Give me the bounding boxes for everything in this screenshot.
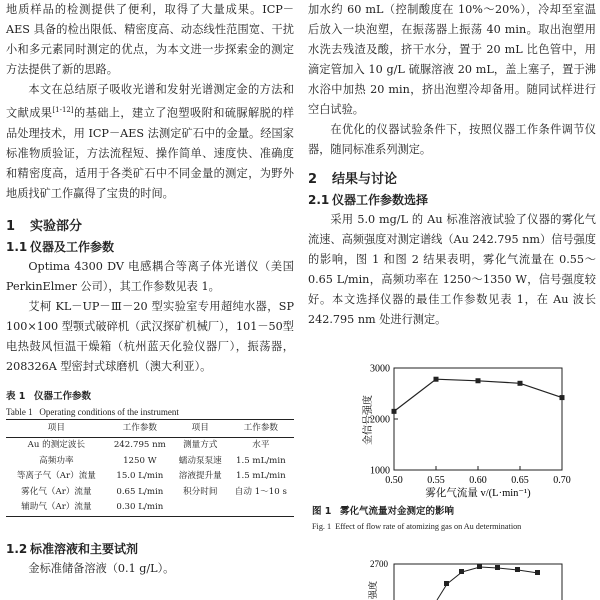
x-axis-label: 雾化气流量 v/(L·min⁻¹) bbox=[425, 488, 531, 499]
table-cell: 积分时间 bbox=[183, 486, 218, 497]
section-number: 1 bbox=[6, 218, 16, 234]
table-cell: 0.30 L/min bbox=[107, 500, 173, 516]
section-number: 1.1 bbox=[6, 239, 28, 254]
paragraph bbox=[6, 80, 294, 204]
section-title: 仪器及工作参数 bbox=[30, 239, 115, 254]
x-tick-label: 0.50 bbox=[385, 475, 403, 486]
table-cell: 辅助气（Ar）流量 bbox=[6, 500, 107, 516]
subsection-heading bbox=[6, 237, 294, 257]
parameter-table bbox=[6, 419, 294, 517]
data-point bbox=[477, 564, 482, 569]
right-column bbox=[308, 0, 596, 330]
table-label-en: Table 1 bbox=[6, 406, 33, 417]
table-cell: 242.795 nm bbox=[113, 440, 166, 451]
figure-title-en: Effect of flow rate of atomizing gas on Au determination bbox=[335, 522, 522, 531]
table-cell: 雾化气（Ar）流量 bbox=[21, 486, 92, 497]
paragraph: 在优化的仪器试验条件下，按照仪器工作条件调节仪器，随同标准系列测定。 bbox=[308, 123, 596, 156]
data-point bbox=[560, 395, 565, 400]
x-tick-label: 0.55 bbox=[427, 475, 445, 486]
series-line bbox=[394, 379, 562, 411]
figure-title: 雾化气流量对金测定的影响 bbox=[340, 506, 455, 517]
paragraph: 地质样品的检测提供了便利，取得了大量成果。ICP－AES 具备的检出限低、精密度高、动态线性范围宽、干扰小和多元素同时测定的优点，为本文进一步探索金的测定方法提供了新的思路。 bbox=[6, 3, 294, 76]
table-cell: 高频功率 bbox=[39, 455, 74, 466]
table-cell: Au 的测定波长 bbox=[27, 440, 86, 451]
section-number: 1.2 bbox=[6, 541, 28, 556]
subsection-heading bbox=[6, 539, 294, 559]
paragraph: Optima 4300 DV 电感耦合等离子体光谱仪（美国 PerkinElmer 公司），其工作参数见表 1。 bbox=[6, 259, 294, 293]
y-axis-label: 金信号强度 bbox=[363, 395, 374, 445]
paragraph-text: 本文在总结原子吸收光谱和发射光谱测定金的方法和文献成果 bbox=[6, 83, 294, 120]
figure-label-en: Fig. 1 bbox=[312, 522, 332, 531]
paragraph: 加水约 60 mL（控制酸度在 10%～20%），冷却至室温后放入一块泡塑，在振荡器上振荡 40 min。取出泡塑用水洗去残渣及酸，挤干水分，置于 20 mL 比色管中，用滴定管加入 10 g/L 硫脲溶液 20 mL，盖上塞子，置于沸水浴中加热 20 min，挤出泡塑冷却备用。随同试样进行空白试验。 bbox=[308, 3, 596, 116]
data-point bbox=[495, 565, 500, 570]
table-cell bbox=[173, 500, 228, 516]
data-point bbox=[476, 378, 481, 383]
data-point bbox=[444, 581, 449, 586]
section-heading bbox=[6, 217, 294, 237]
table-cell: 1.5 mL/min bbox=[236, 455, 286, 466]
data-point bbox=[515, 567, 520, 572]
table-cell: 15.0 L/min bbox=[116, 471, 164, 482]
figure-2-chart bbox=[312, 556, 592, 600]
table-row bbox=[6, 454, 294, 470]
data-point bbox=[392, 409, 397, 414]
table-row bbox=[6, 500, 294, 516]
section-title: 结果与讨论 bbox=[332, 172, 398, 187]
data-point bbox=[535, 570, 540, 575]
x-ticks bbox=[385, 466, 571, 486]
table-row bbox=[6, 485, 294, 501]
table-cell: 蠕动泵泵速 bbox=[178, 455, 222, 466]
figure-1-caption bbox=[312, 504, 596, 534]
data-point bbox=[459, 569, 464, 574]
table-cell: 1.5 mL/min bbox=[236, 471, 286, 482]
section-heading bbox=[308, 170, 596, 190]
table-cell: 1250 W bbox=[123, 455, 157, 466]
table-cell: 水平 bbox=[252, 440, 270, 451]
section-number: 2.1 bbox=[308, 193, 330, 207]
table-caption-en bbox=[6, 405, 294, 419]
section-number: 2 bbox=[308, 172, 318, 187]
table-cell: 等离子气（Ar）流量 bbox=[16, 471, 96, 482]
subsection-heading bbox=[308, 190, 596, 210]
y-axis-label: 强度 bbox=[368, 580, 378, 600]
data-point bbox=[434, 377, 439, 382]
data-point bbox=[518, 381, 523, 386]
series-line bbox=[437, 567, 538, 600]
x-tick-label: 0.60 bbox=[469, 475, 487, 486]
table-header-row bbox=[6, 419, 294, 438]
figure-label: 图 1 bbox=[312, 506, 332, 517]
plot-frame bbox=[394, 368, 562, 470]
x-tick-label: 0.70 bbox=[553, 475, 571, 486]
table-label: 表 1 bbox=[6, 390, 26, 402]
paragraph: 金标准储备溶液（0.1 g/L）。 bbox=[28, 561, 175, 575]
section-title: 实验部分 bbox=[30, 218, 83, 234]
table-caption bbox=[6, 389, 294, 405]
table-title: 仪器工作参数 bbox=[34, 390, 92, 402]
table-title-en: Operating conditions of the instrument bbox=[39, 406, 179, 417]
table-cell: 溶液提升量 bbox=[178, 471, 222, 482]
left-column bbox=[6, 0, 294, 579]
figure-caption-en bbox=[312, 520, 596, 534]
table-cell: 自动 1～10 s bbox=[234, 486, 287, 497]
x-tick-label: 0.65 bbox=[511, 475, 529, 486]
table-cell: 0.65 L/min bbox=[116, 486, 164, 497]
column-header: 工作参数 bbox=[228, 419, 294, 438]
column-header: 项目 bbox=[173, 419, 228, 438]
paragraph: 采用 5.0 mg/L 的 Au 标准溶液试验了仪器的雾化气流速、高频强度对测定谱线（Au 242.795 nm）信号强度的影响，图 1 和图 2 结果表明，雾化气流量在 0.55～0.65 L/min，高频功率在 1250～1350 W，信号强度较好。本文选择仪器的最佳工作参数见表 1，在 Au 波长 242.795 nm 处进行测定。 bbox=[308, 213, 596, 326]
paragraph-text: 的基础上，建立了泡塑吸附和硫脲解脱的样品处理技术，用 ICP－AES 法测定矿石中的金量。经国家标准物质验证，方法流程短、操作简单、速度快、准确度和精密度高，适用于各类矿石中不同金量的测定，为野外地质找矿工作赢得了宝贵的时间。 bbox=[6, 106, 294, 200]
column-header: 工作参数 bbox=[107, 419, 173, 438]
column-header: 项目 bbox=[6, 419, 107, 438]
table-cell: 测量方式 bbox=[183, 440, 218, 451]
y-tick-label: 3000 bbox=[370, 363, 390, 375]
section-title: 标准溶液和主要试剂 bbox=[30, 541, 139, 556]
section-title: 仪器工作参数选择 bbox=[332, 193, 429, 207]
paragraph: 艾柯 KL－UP－Ⅲ－20 型实验室专用超纯水器，SP 100×100 型颚式破碎机（武汉探矿机械厂），101－50型电热鼓风恒温干燥箱（杭州蓝天化验仪器厂），振荡器，208326A 型密封式球磨机（澳大利亚）。 bbox=[6, 299, 294, 373]
table-cell bbox=[228, 500, 294, 516]
table-row bbox=[6, 438, 294, 454]
plot-frame bbox=[394, 564, 562, 600]
figure-1-chart bbox=[312, 360, 592, 500]
citation: [1-12] bbox=[52, 106, 74, 114]
y-tick-label: 1000 bbox=[370, 465, 390, 477]
y-tick-label: 2700 bbox=[370, 559, 388, 569]
table-row bbox=[6, 469, 294, 485]
y-tick-label: 2000 bbox=[370, 414, 390, 426]
series bbox=[392, 377, 565, 414]
figure-caption bbox=[312, 504, 596, 520]
